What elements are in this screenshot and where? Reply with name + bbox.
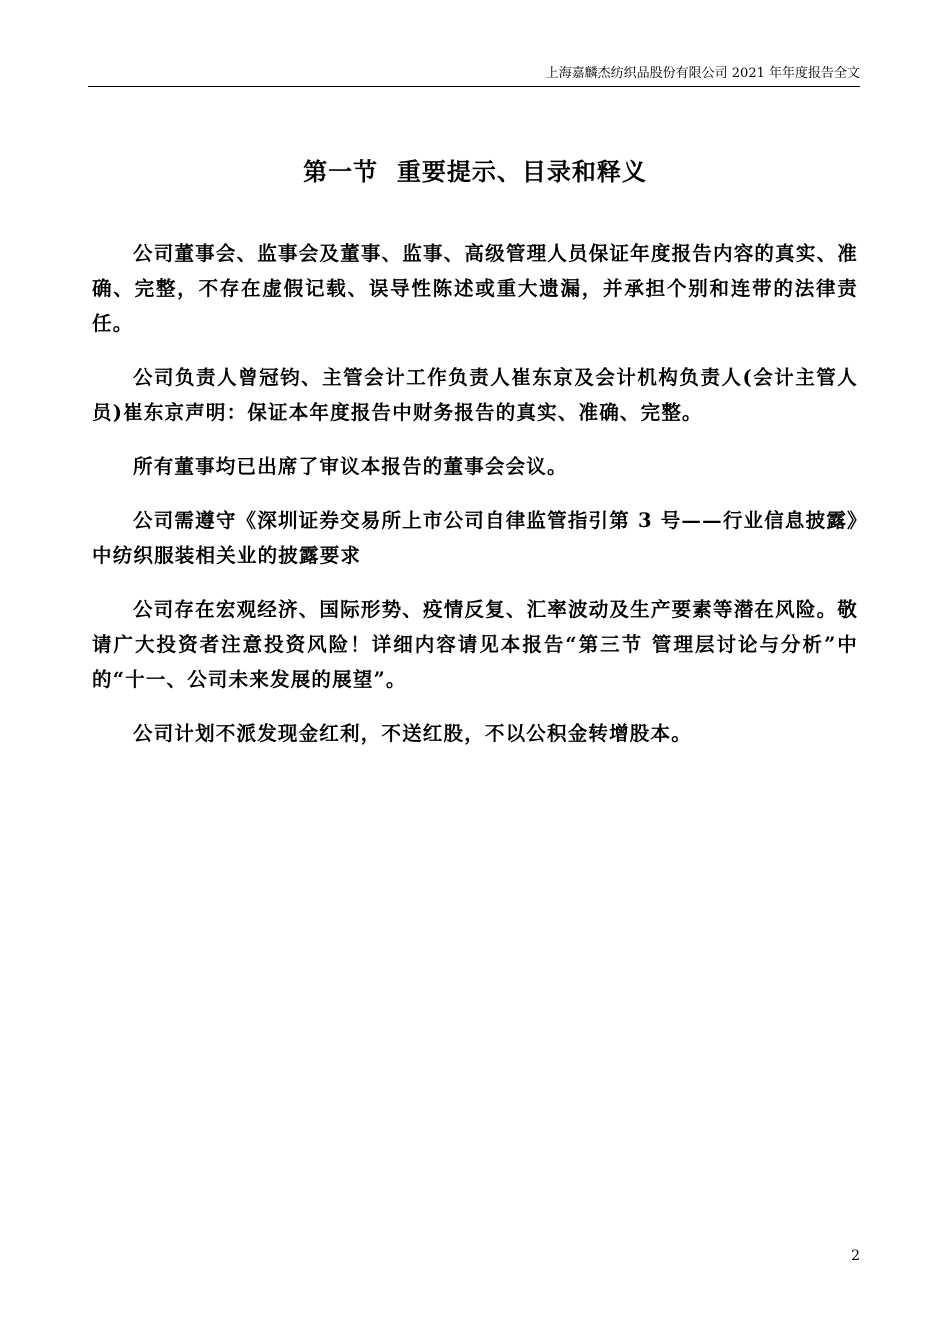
running-header: 上海嘉麟杰纺织品股份有限公司 2021 年年度报告全文 (545, 66, 860, 81)
document-body (92, 236, 858, 770)
paragraph-responsibility-statement: 公司董事会、监事会及董事、监事、高级管理人员保证年度报告内容的真实、准确、完整，不存在虚假记载、误导性陈述或重大遗漏，并承担个别和连带的法律责任。 (92, 242, 858, 335)
paragraph-dividend-plan: 公司计划不派发现金红利，不送红股，不以公积金转增股本。 (133, 722, 692, 745)
section-title: 第一节 重要提示、目录和释义 (303, 157, 647, 186)
header-divider (88, 86, 860, 87)
paragraph-disclosure-requirements: 公司需遵守《深圳证券交易所上市公司自律监管指引第 3 号——行业信息披露》中纺织服装相关业的披露要求 (92, 509, 858, 567)
paragraph-risk-warning: 公司存在宏观经济、国际形势、疫情反复、汇率波动及生产要素等潜在风险。敬请广大投资者注意投资风险！详细内容请见本报告“第三节 管理层讨论与分析”中的“十一、公司未来发展的展望”。 (92, 598, 858, 691)
page-number: 2 (851, 1248, 860, 1264)
paragraph-financial-declaration: 公司负责人曾冠钧、主管会计工作负责人崔东京及会计机构负责人(会计主管人员)崔东京声明：保证本年度报告中财务报告的真实、准确、完整。 (92, 366, 858, 424)
paragraph-board-attendance: 所有董事均已出席了审议本报告的董事会会议。 (133, 455, 568, 478)
